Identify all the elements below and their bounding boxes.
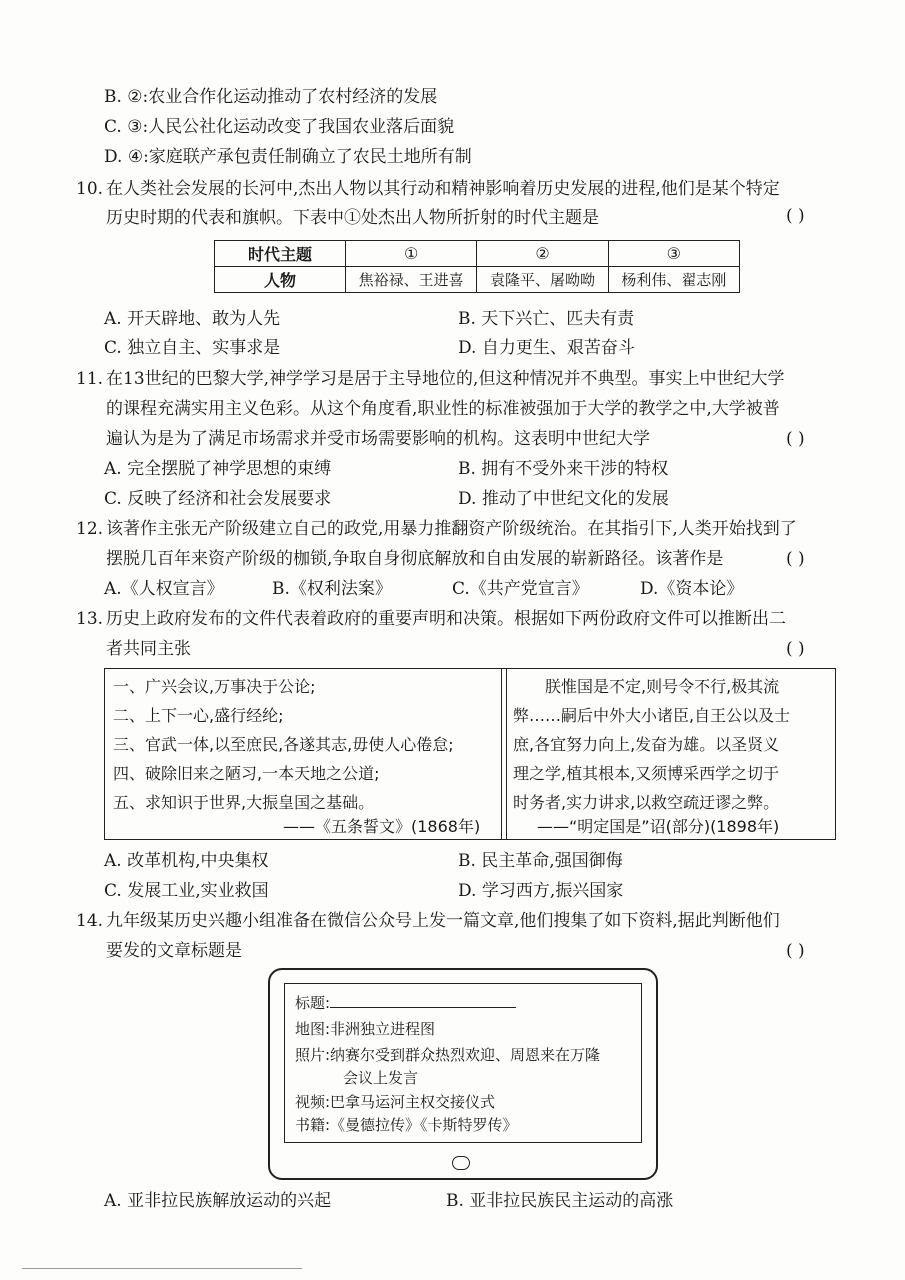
q11-option-a: A. 完全摆脱了神学思想的束缚 (104, 459, 332, 479)
q13-divider (501, 669, 502, 839)
q10-stem-line2: 历史时期的代表和旗帜。下表中①处杰出人物所折射的时代主题是 (106, 208, 599, 228)
q14-books-line: 书籍:《曼德拉传》《卡斯特罗传》 (295, 1116, 518, 1134)
q14-photo-line-1: 照片:纳赛尔受到群众热烈欢迎、周恩来在万隆 (295, 1046, 601, 1064)
q10-table-header-label: 时代主题 (215, 241, 346, 267)
q13-right-doc-line-2: 弊……嗣后中外大小诸臣,自王公以及士 (513, 706, 791, 725)
q14-tablet-screen (284, 983, 642, 1143)
q12-option-c: C.《共产党宣言》 (452, 579, 589, 599)
q13-left-doc-line-5: 五、求知识于世界,大振皇国之基础。 (113, 793, 375, 812)
q14-title-row (295, 993, 516, 1013)
q11-option-b: B. 拥有不受外来干涉的特权 (458, 459, 669, 479)
q14-title-label: 标题: (295, 994, 331, 1012)
q10-era-table (214, 240, 740, 293)
q13-right-doc-source: ——“明定国是”诏(部分)(1898年) (537, 817, 780, 836)
q10-table-people-3: 杨利伟、翟志刚 (608, 267, 739, 293)
q13-option-b: B. 民主革命,强国御侮 (458, 851, 623, 871)
q11-option-c: C. 反映了经济和社会发展要求 (104, 489, 332, 509)
q13-option-c: C. 发展工业,实业救国 (104, 881, 269, 901)
q12-stem (76, 518, 797, 540)
q14-stem (76, 910, 780, 932)
q10-stem-line1: 在人类社会发展的长河中,杰出人物以其行动和精神影响着历史发展的进程,他们是某个特定 (106, 179, 780, 199)
q12-number: 12. (76, 519, 104, 539)
q13-option-a: A. 改革机构,中央集权 (104, 851, 269, 871)
q11-number: 11. (76, 369, 104, 389)
q13-left-doc-line-1: 一、广兴会议,万事决于公论; (113, 677, 316, 696)
q10-table-people-1: 焦裕禄、王进喜 (346, 267, 477, 293)
q14-answer-paren: ( ) (786, 941, 805, 961)
q13-left-doc-line-3: 三、官武一体,以至庶民,各遂其志,毋使人心倦怠; (113, 735, 454, 754)
q10-option-d: D. 自力更生、艰苦奋斗 (458, 338, 635, 358)
q12-option-d: D.《资本论》 (640, 579, 744, 599)
q12-stem-line1: 该著作主张无产阶级建立自己的政党,用暴力推翻资产阶级统治。在其指引下,人类开始找到了 (106, 519, 797, 539)
q10-answer-paren: ( ) (786, 206, 805, 226)
q12-answer-paren: ( ) (786, 549, 805, 569)
q10-stem (76, 178, 780, 200)
q10-table-col-2: ② (477, 241, 608, 267)
q13-right-doc-line-3: 庶,各宜努力向上,发奋为雄。以圣贤义 (513, 735, 780, 754)
q13-right-doc-line-5: 时务者,实力讲求,以救空疏迂谬之弊。 (513, 793, 780, 812)
q13-left-doc-source: ——《五条誓文》(1868年) (283, 817, 481, 836)
q10-number: 10. (76, 179, 104, 199)
q11-stem (76, 368, 784, 390)
q11-option-d: D. 推动了中世纪文化的发展 (458, 489, 669, 509)
q10-table-col-1: ① (346, 241, 477, 267)
q14-title-blank (330, 993, 516, 1008)
q13-right-doc-line-1: 朕惟国是不定,则号令不行,极其流 (545, 677, 780, 696)
q14-video-line: 视频:巴拿马运河主权交接仪式 (295, 1093, 496, 1111)
q13-answer-paren: ( ) (786, 639, 805, 659)
q11-stem-line3: 遍认为是为了满足市场需求并受市场需要影响的机构。这表明中世纪大学 (106, 429, 650, 449)
q13-right-doc-line-4: 理之学,植其根本,又须博采西学之切于 (513, 764, 780, 783)
q10-option-b: B. 天下兴亡、匹夫有责 (458, 309, 635, 329)
q14-tablet-home-button (452, 1156, 470, 1170)
q14-option-a: A. 亚非拉民族解放运动的兴起 (104, 1191, 332, 1211)
q10-table-people-2: 袁隆平、屠呦呦 (477, 267, 608, 293)
q10-option-a: A. 开天辟地、敢为人先 (104, 309, 281, 329)
q12-option-b: B.《权利法案》 (272, 579, 392, 599)
q14-map-line: 地图:非洲独立进程图 (295, 1020, 436, 1038)
q14-photo-line-2: 会议上发言 (343, 1069, 419, 1087)
q11-answer-paren: ( ) (786, 429, 805, 449)
q13-documents-box (104, 668, 836, 840)
q13-stem-line1: 历史上政府发布的文件代表着政府的重要声明和决策。根据如下两份政府文件可以推断出二 (106, 609, 786, 629)
q14-stem-line1: 九年级某历史兴趣小组准备在微信公众号上发一篇文章,他们搜集了如下资料,据此判断他们 (106, 911, 780, 931)
q11-stem-line2: 的课程充满实用主义色彩。从这个角度看,职业性的标准被强加于大学的教学之中,大学被普 (106, 399, 780, 419)
q14-number: 14. (76, 911, 104, 931)
footer-rule (22, 1268, 302, 1269)
q11-stem-line1: 在13世纪的巴黎大学,神学学习是居于主导地位的,但这种情况并不典型。事实上中世纪大学 (106, 369, 785, 389)
q14-option-b: B. 亚非拉民族民主运动的高涨 (446, 1191, 674, 1211)
q14-stem-line2: 要发的文章标题是 (106, 941, 242, 961)
q10-option-c: C. 独立自主、实事求是 (104, 338, 281, 358)
q10-table-row-label: 人物 (215, 267, 346, 293)
q12-stem-line2: 摆脱几百年来资产阶级的枷锁,争取自身彻底解放和自由发展的崭新路径。该著作是 (106, 549, 724, 569)
q13-left-doc-line-2: 二、上下一心,盛行经纶; (113, 706, 284, 725)
q13-divider-inner (506, 669, 507, 839)
q13-stem-line2: 者共同主张 (106, 639, 191, 659)
q12-option-a: A.《人权宣言》 (104, 579, 224, 599)
q13-stem (76, 608, 786, 630)
q13-number: 13. (76, 609, 104, 629)
q10-table-col-3: ③ (608, 241, 739, 267)
q9-option-c: C. ③:人民公社化运动改变了我国农业落后面貌 (104, 117, 455, 137)
q9-option-d: D. ④:家庭联产承包责任制确立了农民土地所有制 (104, 147, 472, 167)
q13-option-d: D. 学习西方,振兴国家 (458, 881, 624, 901)
q9-option-b: B. ②:农业合作化运动推动了农村经济的发展 (104, 87, 438, 107)
q13-left-doc-line-4: 四、破除旧来之陋习,一本天地之公道; (113, 764, 380, 783)
